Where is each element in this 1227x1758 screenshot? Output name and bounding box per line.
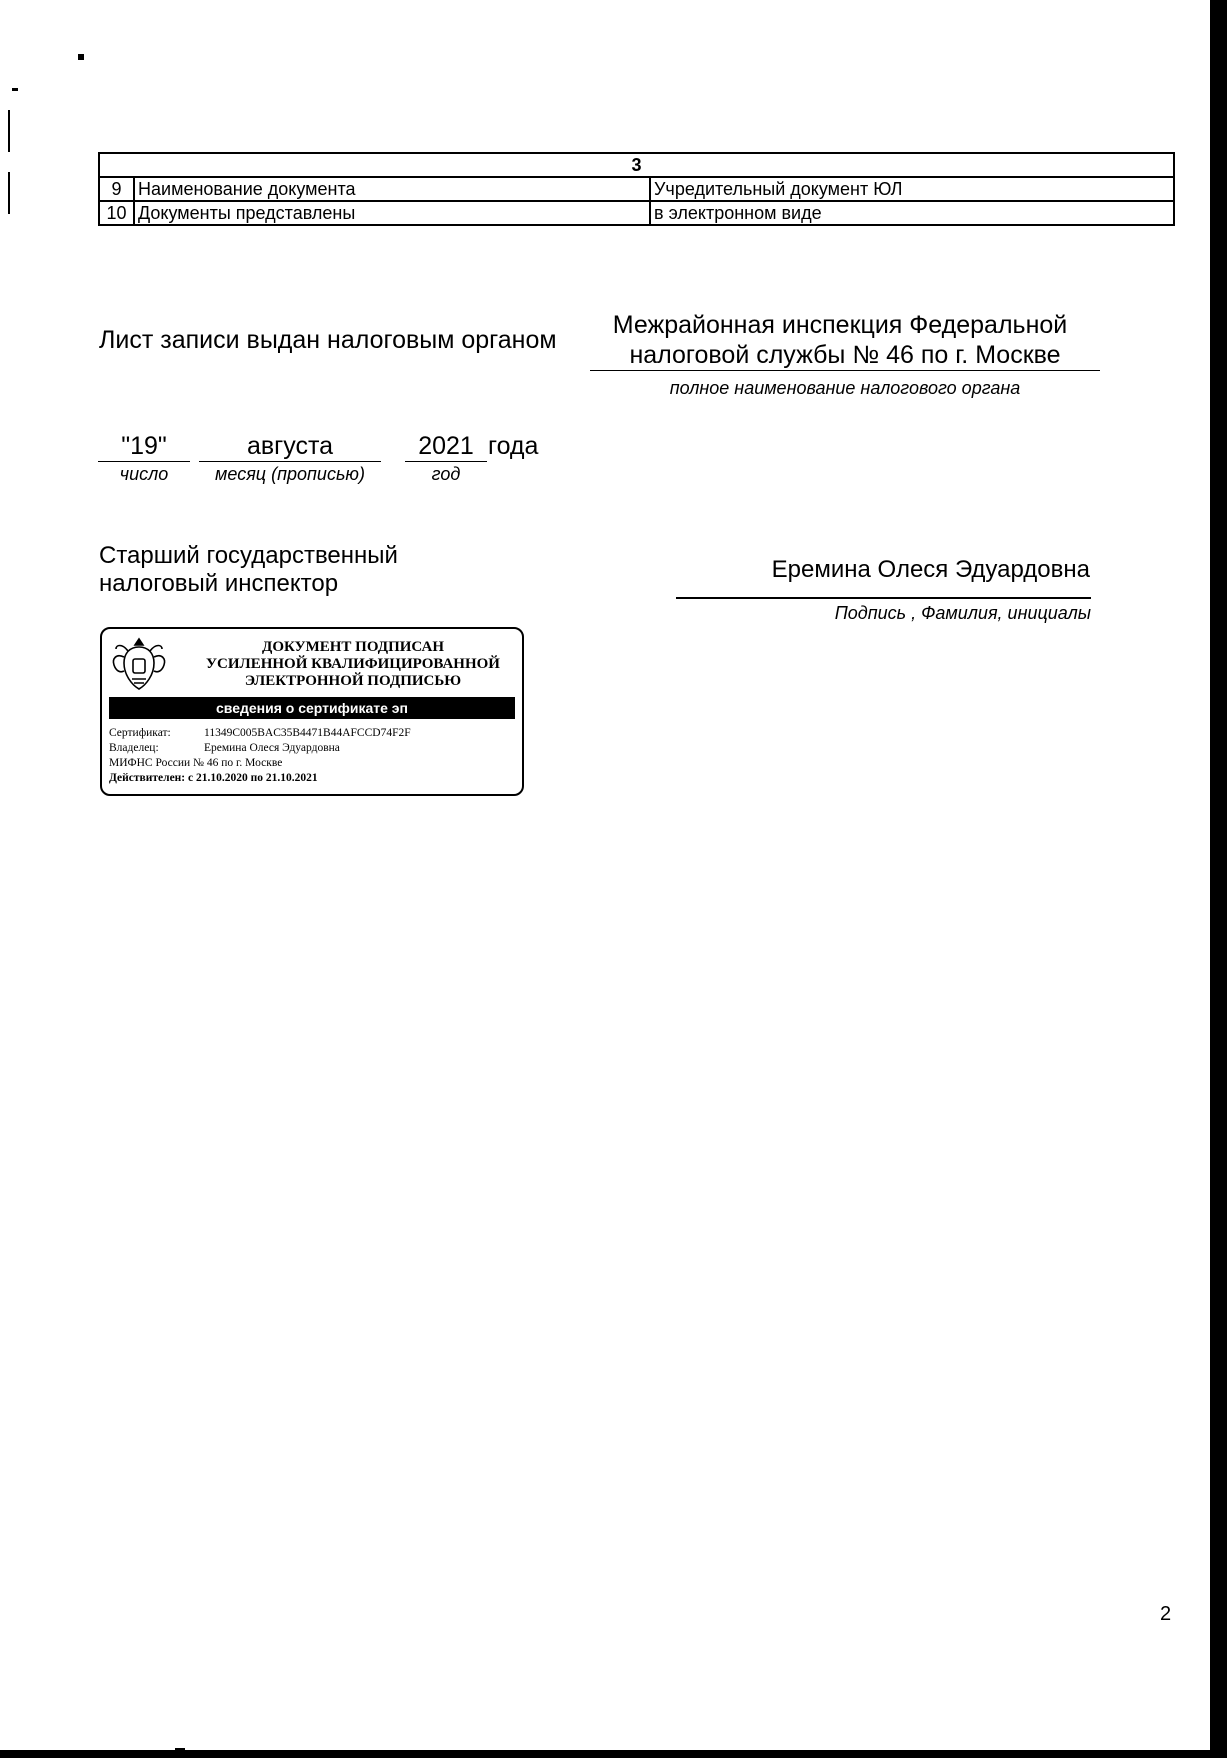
table-row — [99, 201, 1174, 225]
stamp-valid-line: Действителен: с 21.10.2020 по 21.10.2021 — [109, 772, 318, 784]
signature-line — [676, 597, 1091, 599]
page-number: 2 — [1160, 1603, 1172, 1625]
scan-edge-bottom — [0, 1750, 1227, 1758]
scan-mark — [8, 172, 10, 214]
signer-position-line1: Старший государственный — [99, 542, 398, 569]
scan-mark — [78, 54, 84, 60]
stamp-org-line: МИФНС России № 46 по г. Москве — [109, 757, 283, 769]
authority-line2: налоговой службы № 46 по г. Москве — [590, 340, 1100, 371]
signer-position-line2: налоговый инспектор — [99, 570, 339, 597]
table-row — [99, 177, 1174, 201]
date-day: "19" — [98, 431, 190, 462]
issued-label: Лист записи выдан налоговым органом — [99, 326, 557, 354]
date-month: августа — [199, 431, 381, 462]
stamp-cert-value: 11349C005BAC35B4471B44AFCCD74F2F — [204, 727, 411, 739]
row-number: 10 — [99, 201, 134, 225]
stamp-certificate-bar: сведения о сертификате эп — [109, 697, 515, 719]
row-value: в электронном виде — [650, 201, 1174, 225]
signer-caption: Подпись , Фамилия, инициалы — [834, 603, 1091, 623]
record-table — [98, 152, 1175, 226]
coat-of-arms-icon — [108, 635, 170, 693]
row-name: Документы представлены — [134, 201, 650, 225]
row-value: Учредительный документ ЮЛ — [650, 177, 1174, 201]
stamp-owner-line — [109, 741, 340, 755]
scan-mark — [12, 88, 18, 91]
date-day-caption: число — [119, 464, 169, 484]
scan-mark — [8, 110, 10, 152]
authority-line1: Межрайонная инспекция Федеральной — [612, 311, 1068, 339]
date-year: 2021 — [405, 431, 487, 462]
row-name: Наименование документа — [134, 177, 650, 201]
authority-caption: полное наименование налогового органа — [669, 378, 1021, 398]
signature-stamp — [100, 627, 524, 796]
scan-edge-right — [1210, 0, 1227, 1758]
stamp-title-line1: ДОКУМЕНТ ПОДПИСАН — [262, 639, 444, 655]
stamp-title-line2: УСИЛЕННОЙ КВАЛИФИЦИРОВАННОЙ — [206, 656, 500, 672]
stamp-certificate-line — [109, 726, 411, 740]
signer-name: Еремина Олеся Эдуардовна — [771, 556, 1090, 583]
table-header-cell: 3 — [99, 153, 1174, 177]
stamp-cert-label: Сертификат: — [109, 727, 171, 739]
stamp-owner-value: Еремина Олеся Эдуардовна — [204, 742, 340, 754]
date-year-suffix: года — [488, 432, 539, 460]
stamp-owner-label: Владелец: — [109, 742, 159, 754]
row-number: 9 — [99, 177, 134, 201]
date-year-caption: год — [431, 464, 461, 484]
stamp-title-line3: ЭЛЕКТРОННОЙ ПОДПИСЬЮ — [244, 673, 462, 689]
stamp-title — [188, 639, 518, 690]
table-header-row — [99, 153, 1174, 177]
scan-mark — [175, 1748, 185, 1750]
date-month-caption: месяц (прописью) — [215, 464, 365, 484]
